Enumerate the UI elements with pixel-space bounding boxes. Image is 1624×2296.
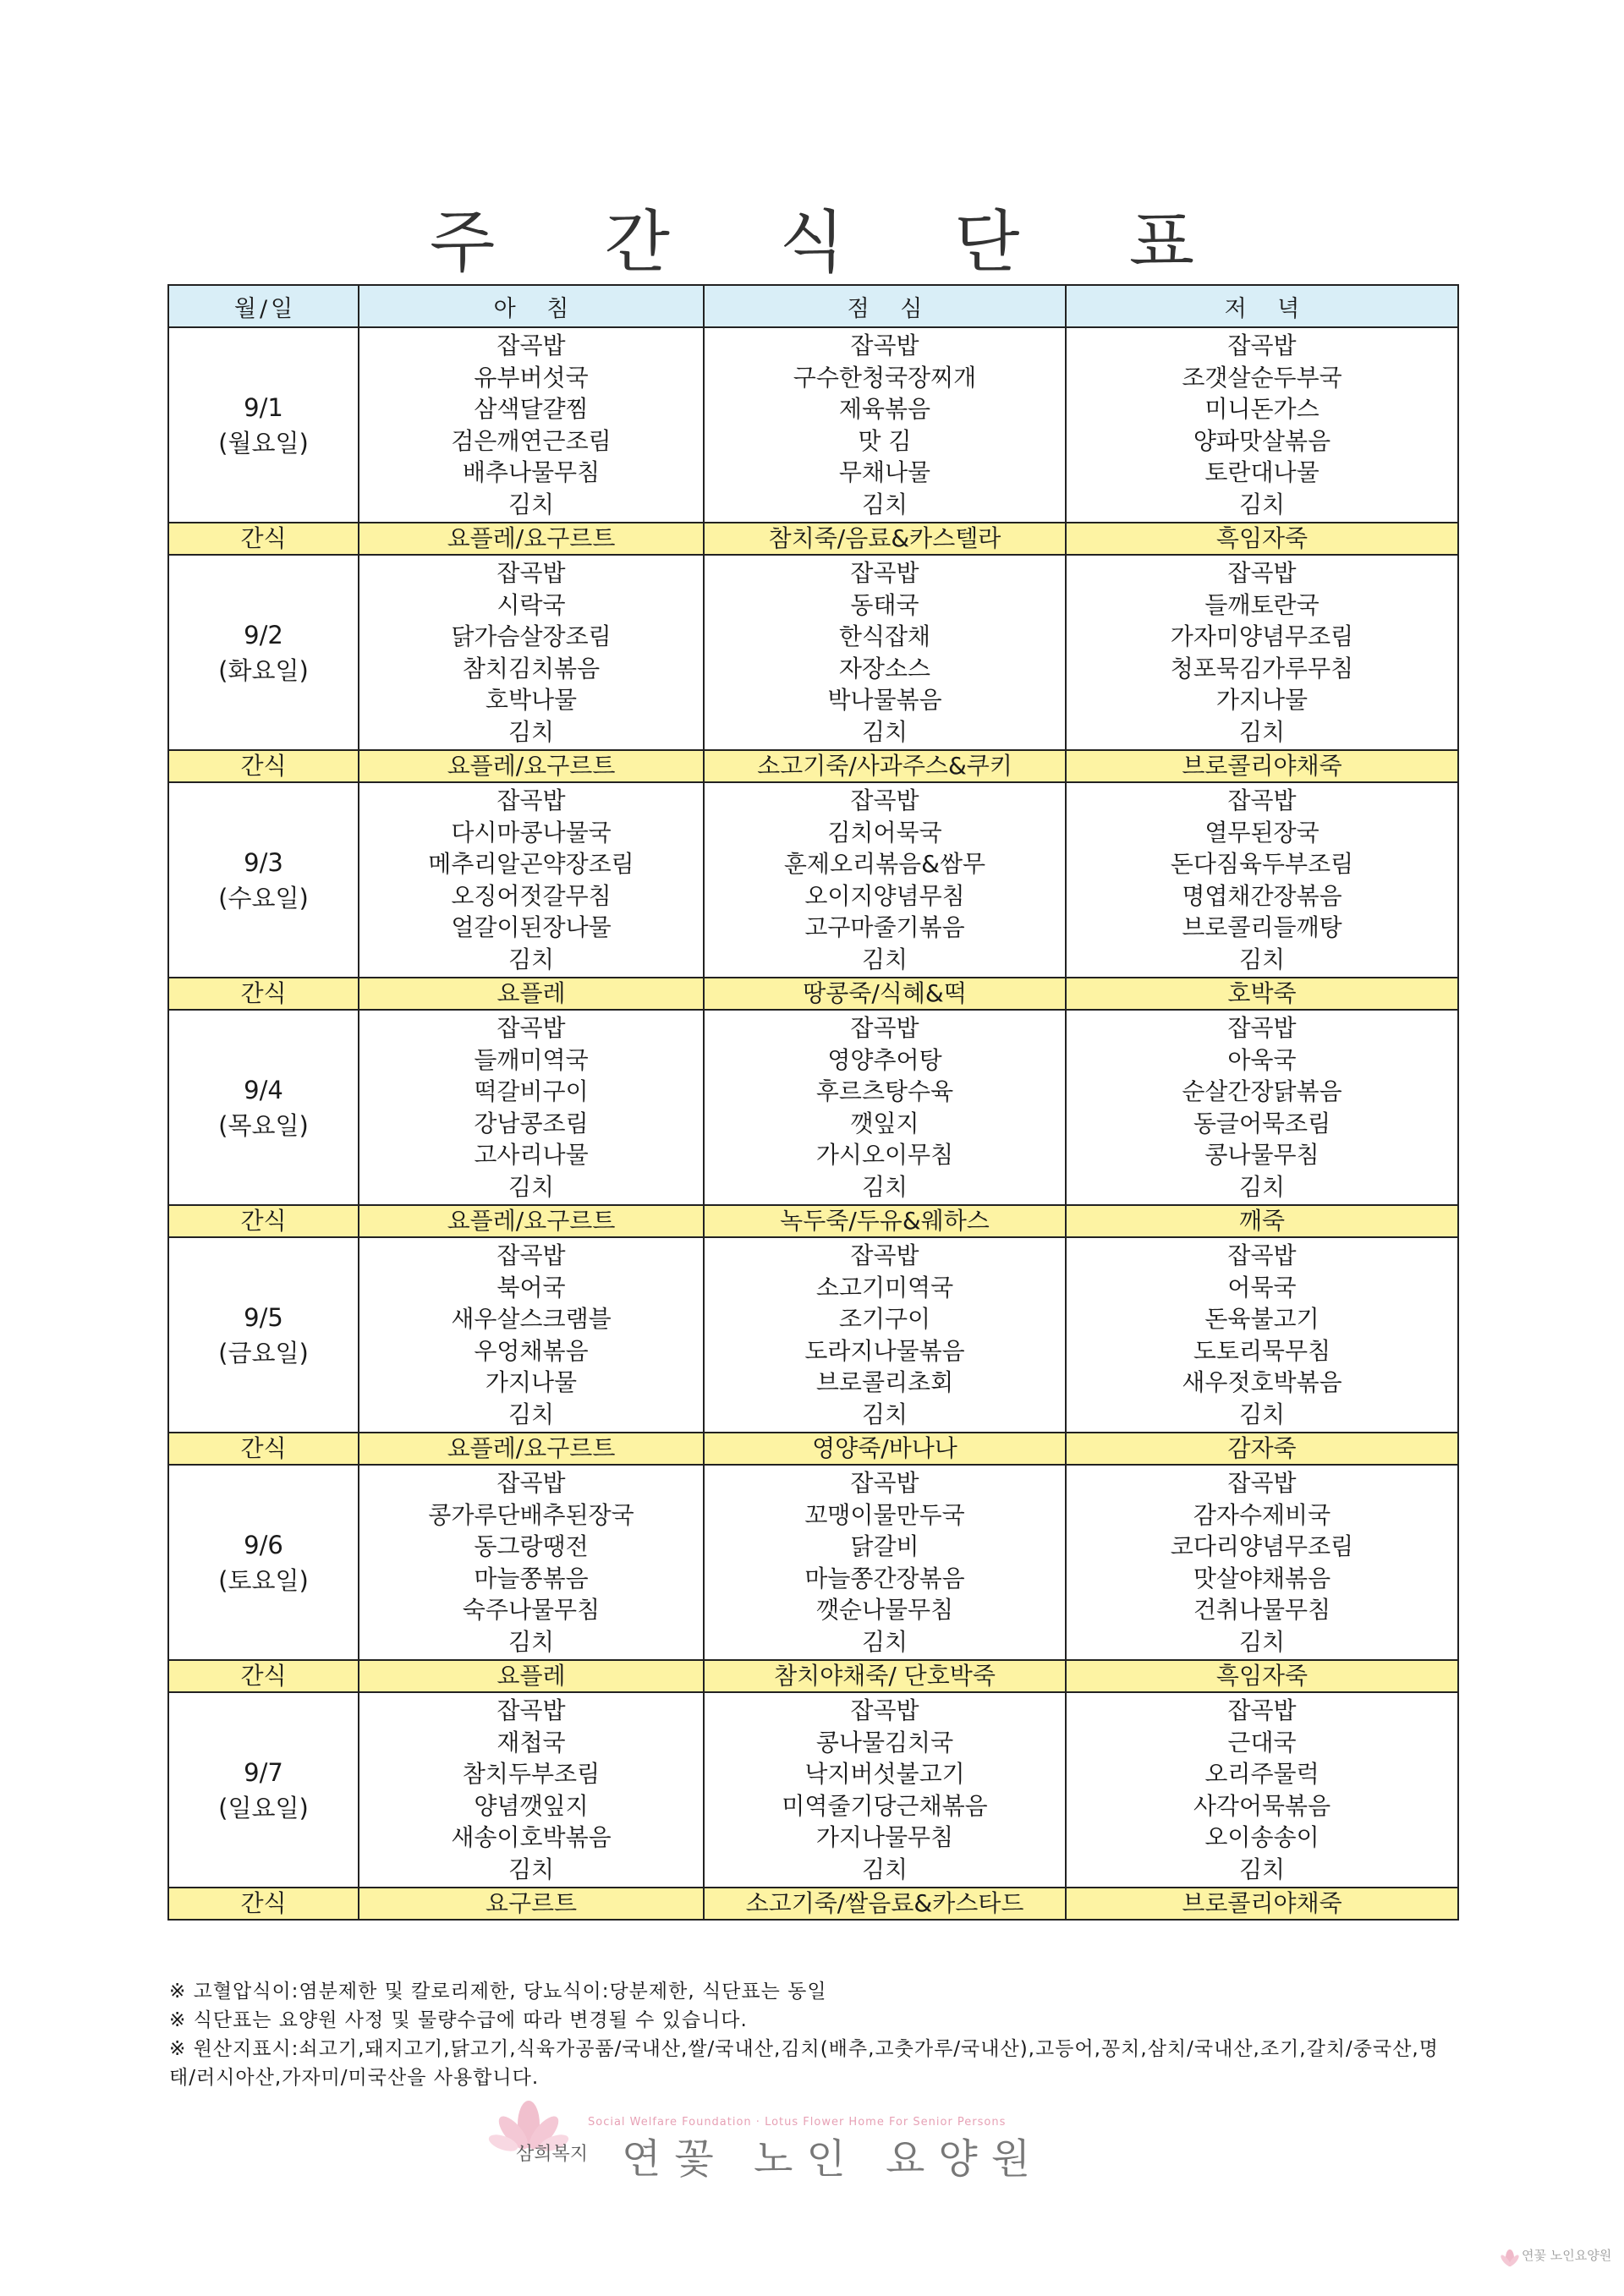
lunch-cell xyxy=(704,1465,1066,1660)
breakfast-snack: 요구르트 xyxy=(359,1888,704,1920)
day-cell xyxy=(168,555,359,750)
dinner-snack: 브로콜리야채죽 xyxy=(1066,1888,1458,1920)
lunch-dish: 깻잎지 xyxy=(850,1109,919,1137)
lunch-dish: 가시오이무침 xyxy=(815,1141,954,1169)
lunch-snack: 녹두죽/두유&웨하스 xyxy=(704,1205,1066,1237)
snack-label: 간식 xyxy=(168,523,359,555)
breakfast-dish: 김치 xyxy=(508,1855,555,1883)
snack-row xyxy=(168,978,1458,1010)
dinner-dish: 미니돈가스 xyxy=(1204,395,1320,423)
dinner-cell xyxy=(1066,1465,1458,1660)
lunch-snack: 영양죽/바나나 xyxy=(704,1433,1066,1465)
breakfast-dish: 우엉채볶음 xyxy=(474,1336,589,1365)
breakfast-dish: 가지나물 xyxy=(485,1368,578,1396)
breakfast-snack: 요플레/요구르트 xyxy=(359,1433,704,1465)
day-weekday: (화요일) xyxy=(218,655,309,685)
day-weekday: (금요일) xyxy=(218,1338,309,1367)
breakfast-dish: 다시마콩나물국 xyxy=(451,818,612,847)
breakfast-dish: 고사리나물 xyxy=(474,1141,589,1169)
dinner-dish: 감자수제비국 xyxy=(1193,1500,1331,1529)
page-title: 주 간 식 단 표 xyxy=(429,203,1239,282)
breakfast-dish: 김치 xyxy=(508,945,555,973)
dinner-cell xyxy=(1066,555,1458,750)
day-weekday: (일요일) xyxy=(218,1793,309,1822)
lunch-dish: 영양추어탕 xyxy=(827,1045,942,1074)
lunch-cell xyxy=(704,1692,1066,1888)
breakfast-dish: 북어국 xyxy=(497,1273,566,1301)
header-date: 월/일 xyxy=(168,285,359,327)
dinner-dish: 오리주물럭 xyxy=(1204,1760,1320,1788)
corner-lotus-icon xyxy=(1500,2248,1520,2268)
lunch-dish: 박나물볶음 xyxy=(827,686,942,714)
breakfast-dish: 김치 xyxy=(508,1400,555,1428)
day-date: 9/6 xyxy=(244,1530,283,1559)
lunch-dish: 동태국 xyxy=(850,590,919,619)
breakfast-dish: 강남콩조림 xyxy=(474,1109,589,1137)
lunch-dish: 브로콜리초회 xyxy=(815,1368,954,1396)
menu-body xyxy=(168,327,1458,1920)
breakfast-dish: 배추나물무침 xyxy=(462,458,601,486)
lunch-dish: 조기구이 xyxy=(838,1305,931,1333)
lunch-dish: 김치 xyxy=(861,1855,908,1883)
lunch-dish: 김치 xyxy=(861,945,908,973)
breakfast-dish: 떡갈비구이 xyxy=(474,1077,589,1105)
header-lunch: 점 심 xyxy=(704,285,1066,327)
dinner-cell xyxy=(1066,1692,1458,1888)
day-cell xyxy=(168,1010,359,1205)
breakfast-dish: 삼색달걀찜 xyxy=(474,395,589,423)
lunch-dish: 후르츠탕수육 xyxy=(815,1077,954,1105)
dinner-dish: 가지나물 xyxy=(1215,686,1309,714)
dinner-dish: 돈다짐육두부조림 xyxy=(1170,850,1354,878)
lunch-dish: 낙지버섯불고기 xyxy=(804,1760,965,1788)
lunch-dish: 제육볶음 xyxy=(838,395,931,423)
breakfast-dish: 마늘쫑볶음 xyxy=(474,1564,589,1592)
dinner-dish: 코다리양념무조림 xyxy=(1170,1532,1354,1560)
note-diet: ※ 고혈압식이:염분제한 및 칼로리제한, 당뇨식이:당분제한, 식단표는 동일 xyxy=(169,1981,827,2003)
dinner-dish: 건취나물무침 xyxy=(1193,1596,1331,1624)
lunch-dish: 닭갈비 xyxy=(850,1532,919,1560)
breakfast-dish: 동그랑땡전 xyxy=(474,1532,589,1560)
breakfast-cell xyxy=(359,1692,704,1888)
lunch-dish: 김치 xyxy=(861,490,908,518)
lunch-dish: 잡곡밥 xyxy=(850,1241,919,1269)
breakfast-dish: 잡곡밥 xyxy=(497,1014,566,1042)
breakfast-dish: 잡곡밥 xyxy=(497,1241,566,1269)
breakfast-dish: 시락국 xyxy=(497,590,566,619)
snack-label: 간식 xyxy=(168,978,359,1010)
dinner-cell xyxy=(1066,782,1458,978)
lunch-snack: 땅콩죽/식혜&떡 xyxy=(704,978,1066,1010)
lunch-dish: 콩나물김치국 xyxy=(815,1728,954,1756)
breakfast-dish: 오징어젓갈무침 xyxy=(451,881,612,910)
breakfast-dish: 양념깻잎지 xyxy=(474,1791,589,1820)
weekly-menu-table xyxy=(167,284,1459,1921)
dinner-snack: 브로콜리야채죽 xyxy=(1066,750,1458,782)
breakfast-dish: 김치 xyxy=(508,490,555,518)
breakfast-dish: 김치 xyxy=(508,1172,555,1201)
breakfast-cell xyxy=(359,555,704,750)
breakfast-snack: 요플레/요구르트 xyxy=(359,750,704,782)
facility-name: 연꽃 노인 요양원 xyxy=(622,2135,1045,2183)
breakfast-dish: 얼갈이된장나물 xyxy=(451,913,612,941)
corner-watermark xyxy=(1500,2243,1618,2277)
dinner-dish: 새우젓호박볶음 xyxy=(1182,1368,1342,1396)
lunch-dish: 잡곡밥 xyxy=(850,559,919,587)
breakfast-dish: 잡곡밥 xyxy=(497,1696,566,1724)
day-weekday: (월요일) xyxy=(218,428,309,458)
meal-row xyxy=(168,327,1458,523)
meal-row xyxy=(168,782,1458,978)
dinner-dish: 잡곡밥 xyxy=(1227,1696,1297,1724)
dinner-dish: 사각어묵볶음 xyxy=(1193,1791,1331,1820)
breakfast-dish: 닭가슴살장조림 xyxy=(451,622,612,650)
dinner-dish: 열무된장국 xyxy=(1204,818,1320,847)
dinner-dish: 브로콜리들깨탕 xyxy=(1182,913,1342,941)
dinner-dish: 잡곡밥 xyxy=(1227,786,1297,814)
dinner-dish: 잡곡밥 xyxy=(1227,1014,1297,1042)
breakfast-dish: 새우살스크램블 xyxy=(451,1305,612,1333)
header-breakfast: 아 침 xyxy=(359,285,704,327)
day-date: 9/5 xyxy=(244,1302,283,1332)
dinner-dish: 토란대나물 xyxy=(1204,458,1320,486)
corner-text: 연꽃 노인요양원 xyxy=(1522,2248,1612,2263)
dinner-dish: 가자미양념무조림 xyxy=(1170,622,1354,650)
day-cell xyxy=(168,1692,359,1888)
dinner-dish: 잡곡밥 xyxy=(1227,559,1297,587)
lunch-snack: 참치야채죽/ 단호박죽 xyxy=(704,1660,1066,1692)
dinner-dish: 잡곡밥 xyxy=(1227,1469,1297,1497)
breakfast-cell xyxy=(359,1010,704,1205)
breakfast-dish: 참치김치볶음 xyxy=(462,654,601,682)
breakfast-dish: 숙주나물무침 xyxy=(462,1596,601,1624)
day-date: 9/4 xyxy=(244,1075,283,1104)
org-name: 삼희복지 xyxy=(516,2144,589,2165)
foundation-text: Social Welfare Foundation · Lotus Flower Home For Senior Persons xyxy=(588,2116,1007,2129)
day-cell xyxy=(168,782,359,978)
dinner-dish: 김치 xyxy=(1238,1627,1286,1656)
breakfast-cell xyxy=(359,1237,704,1433)
dinner-snack: 호박죽 xyxy=(1066,978,1458,1010)
lunch-dish: 김치 xyxy=(861,717,908,746)
dinner-dish: 콩나물무침 xyxy=(1204,1141,1320,1169)
day-date: 9/3 xyxy=(244,847,283,877)
day-weekday: (토요일) xyxy=(218,1565,309,1595)
dinner-dish: 도토리묵무침 xyxy=(1193,1336,1331,1365)
meal-row xyxy=(168,1465,1458,1660)
snack-row xyxy=(168,1205,1458,1237)
dinner-dish: 청포묵김가루무침 xyxy=(1170,654,1354,682)
note-origin: ※ 원산지표시:쇠고기,돼지고기,닭고기,식육가공품/국내산,쌀/국내산,김치(배추,고춧가루/국내산),고등어,꽁치,삼치/국내산,조기,갈치/중국산,명태/러시아산,가자미/미국산을 사용합니다. xyxy=(169,2038,1439,2089)
dinner-dish: 근대국 xyxy=(1227,1728,1297,1756)
dinner-dish: 아욱국 xyxy=(1227,1045,1297,1074)
dinner-dish: 잡곡밥 xyxy=(1227,1241,1297,1269)
meal-row xyxy=(168,1692,1458,1888)
lunch-dish: 잡곡밥 xyxy=(850,1014,919,1042)
lunch-dish: 잡곡밥 xyxy=(850,1469,919,1497)
snack-row xyxy=(168,1888,1458,1920)
lunch-dish: 도라지나물볶음 xyxy=(804,1336,965,1365)
dinner-dish: 김치 xyxy=(1238,490,1286,518)
dinner-cell xyxy=(1066,1010,1458,1205)
breakfast-snack: 요플레 xyxy=(359,1660,704,1692)
lunch-dish: 가지나물무침 xyxy=(815,1823,954,1851)
breakfast-cell xyxy=(359,782,704,978)
snack-label: 간식 xyxy=(168,750,359,782)
breakfast-dish: 잡곡밥 xyxy=(497,559,566,587)
snack-label: 간식 xyxy=(168,1888,359,1920)
lunch-dish: 잡곡밥 xyxy=(850,1696,919,1724)
lunch-snack: 소고기죽/쌀음료&카스타드 xyxy=(704,1888,1066,1920)
dinner-dish: 명엽채간장볶음 xyxy=(1182,881,1342,910)
lunch-dish: 무채나물 xyxy=(838,458,931,486)
breakfast-dish: 메추리알곤약장조림 xyxy=(428,850,634,878)
breakfast-dish: 검은깨연근조림 xyxy=(451,426,612,455)
dinner-dish: 들깨토란국 xyxy=(1204,590,1320,619)
breakfast-dish: 김치 xyxy=(508,1627,555,1656)
breakfast-snack: 요플레 xyxy=(359,978,704,1010)
lunch-dish: 고구마줄기볶음 xyxy=(804,913,965,941)
day-cell xyxy=(168,1237,359,1433)
dinner-dish: 김치 xyxy=(1238,717,1286,746)
breakfast-dish: 잡곡밥 xyxy=(497,1469,566,1497)
snack-row xyxy=(168,1433,1458,1465)
lunch-cell xyxy=(704,1237,1066,1433)
breakfast-snack: 요플레/요구르트 xyxy=(359,1205,704,1237)
lunch-snack: 참치죽/음료&카스텔라 xyxy=(704,523,1066,555)
day-cell xyxy=(168,327,359,523)
lunch-dish: 자장소스 xyxy=(838,654,931,682)
dinner-cell xyxy=(1066,1237,1458,1433)
dinner-dish: 순살간장닭볶음 xyxy=(1182,1077,1342,1105)
dinner-snack: 깨죽 xyxy=(1066,1205,1458,1237)
dinner-dish: 김치 xyxy=(1238,945,1286,973)
dinner-dish: 김치 xyxy=(1238,1855,1286,1883)
day-date: 9/1 xyxy=(244,392,283,422)
lunch-dish: 김치 xyxy=(861,1627,908,1656)
snack-label: 간식 xyxy=(168,1205,359,1237)
breakfast-snack: 요플레/요구르트 xyxy=(359,523,704,555)
dinner-snack: 흑임자죽 xyxy=(1066,523,1458,555)
dinner-dish: 잡곡밥 xyxy=(1227,332,1297,359)
dinner-dish: 김치 xyxy=(1238,1172,1286,1201)
lunch-dish: 깻순나물무침 xyxy=(815,1596,954,1624)
breakfast-dish: 김치 xyxy=(508,717,555,746)
notes xyxy=(169,1977,1463,2092)
dinner-snack: 흑임자죽 xyxy=(1066,1660,1458,1692)
header-dinner: 저 녁 xyxy=(1066,285,1458,327)
lunch-dish: 소고기미역국 xyxy=(815,1273,954,1301)
lunch-dish: 마늘쫑간장볶음 xyxy=(804,1564,965,1592)
lunch-dish: 훈제오리볶음&쌈무 xyxy=(783,850,986,878)
breakfast-dish: 새송이호박볶음 xyxy=(451,1823,612,1851)
snack-row xyxy=(168,523,1458,555)
day-weekday: (목요일) xyxy=(218,1110,309,1140)
lunch-dish: 잡곡밥 xyxy=(850,786,919,814)
dinner-dish: 양파맛살볶음 xyxy=(1193,426,1331,455)
lunch-dish: 구수한청국장찌개 xyxy=(793,363,977,392)
lunch-dish: 맛 김 xyxy=(858,426,912,455)
lunch-dish: 김치 xyxy=(861,1400,908,1428)
meal-row xyxy=(168,555,1458,750)
lunch-dish: 잡곡밥 xyxy=(850,332,919,359)
breakfast-dish: 콩가루단배추된장국 xyxy=(428,1500,634,1529)
snack-row xyxy=(168,1660,1458,1692)
dinner-snack: 감자죽 xyxy=(1066,1433,1458,1465)
lunch-snack: 소고기죽/사과주스&쿠키 xyxy=(704,750,1066,782)
meal-row xyxy=(168,1010,1458,1205)
dinner-dish: 조갯살순두부국 xyxy=(1182,363,1342,392)
dinner-cell xyxy=(1066,327,1458,523)
meal-row xyxy=(168,1237,1458,1433)
dinner-dish: 동글어묵조림 xyxy=(1193,1109,1331,1137)
breakfast-dish: 잡곡밥 xyxy=(497,786,566,814)
lunch-dish: 한식잡채 xyxy=(838,622,931,650)
note-change: ※ 식단표는 요양원 사정 및 물량수급에 따라 변경될 수 있습니다. xyxy=(169,2009,748,2031)
day-date: 9/2 xyxy=(244,620,283,649)
lunch-cell xyxy=(704,555,1066,750)
breakfast-dish: 잡곡밥 xyxy=(497,332,566,359)
breakfast-dish: 호박나물 xyxy=(485,686,578,714)
snack-label: 간식 xyxy=(168,1433,359,1465)
snack-row xyxy=(168,750,1458,782)
lunch-dish: 미역줄기당근채볶음 xyxy=(782,1791,988,1820)
dinner-dish: 김치 xyxy=(1238,1400,1286,1428)
lunch-cell xyxy=(704,327,1066,523)
breakfast-dish: 유부버섯국 xyxy=(474,363,589,392)
facility-logo xyxy=(478,2096,1087,2189)
lunch-dish: 김치 xyxy=(861,1172,908,1201)
lunch-cell xyxy=(704,1010,1066,1205)
lunch-cell xyxy=(704,782,1066,978)
day-weekday: (수요일) xyxy=(218,883,309,912)
day-date: 9/7 xyxy=(244,1757,283,1787)
breakfast-dish: 들깨미역국 xyxy=(474,1045,589,1074)
lunch-dish: 꼬맹이물만두국 xyxy=(804,1500,965,1529)
breakfast-cell xyxy=(359,1465,704,1660)
dinner-dish: 돈육불고기 xyxy=(1204,1305,1320,1333)
breakfast-dish: 참치두부조림 xyxy=(462,1760,601,1788)
snack-label: 간식 xyxy=(168,1660,359,1692)
header-row xyxy=(168,285,1458,327)
lunch-dish: 김치어묵국 xyxy=(827,818,942,847)
breakfast-dish: 재첩국 xyxy=(497,1728,566,1756)
day-cell xyxy=(168,1465,359,1660)
dinner-dish: 맛살야채볶음 xyxy=(1193,1564,1331,1592)
dinner-dish: 오이송송이 xyxy=(1204,1823,1320,1851)
dinner-dish: 어묵국 xyxy=(1227,1273,1297,1301)
lunch-dish: 오이지양념무침 xyxy=(804,881,965,910)
breakfast-cell xyxy=(359,327,704,523)
